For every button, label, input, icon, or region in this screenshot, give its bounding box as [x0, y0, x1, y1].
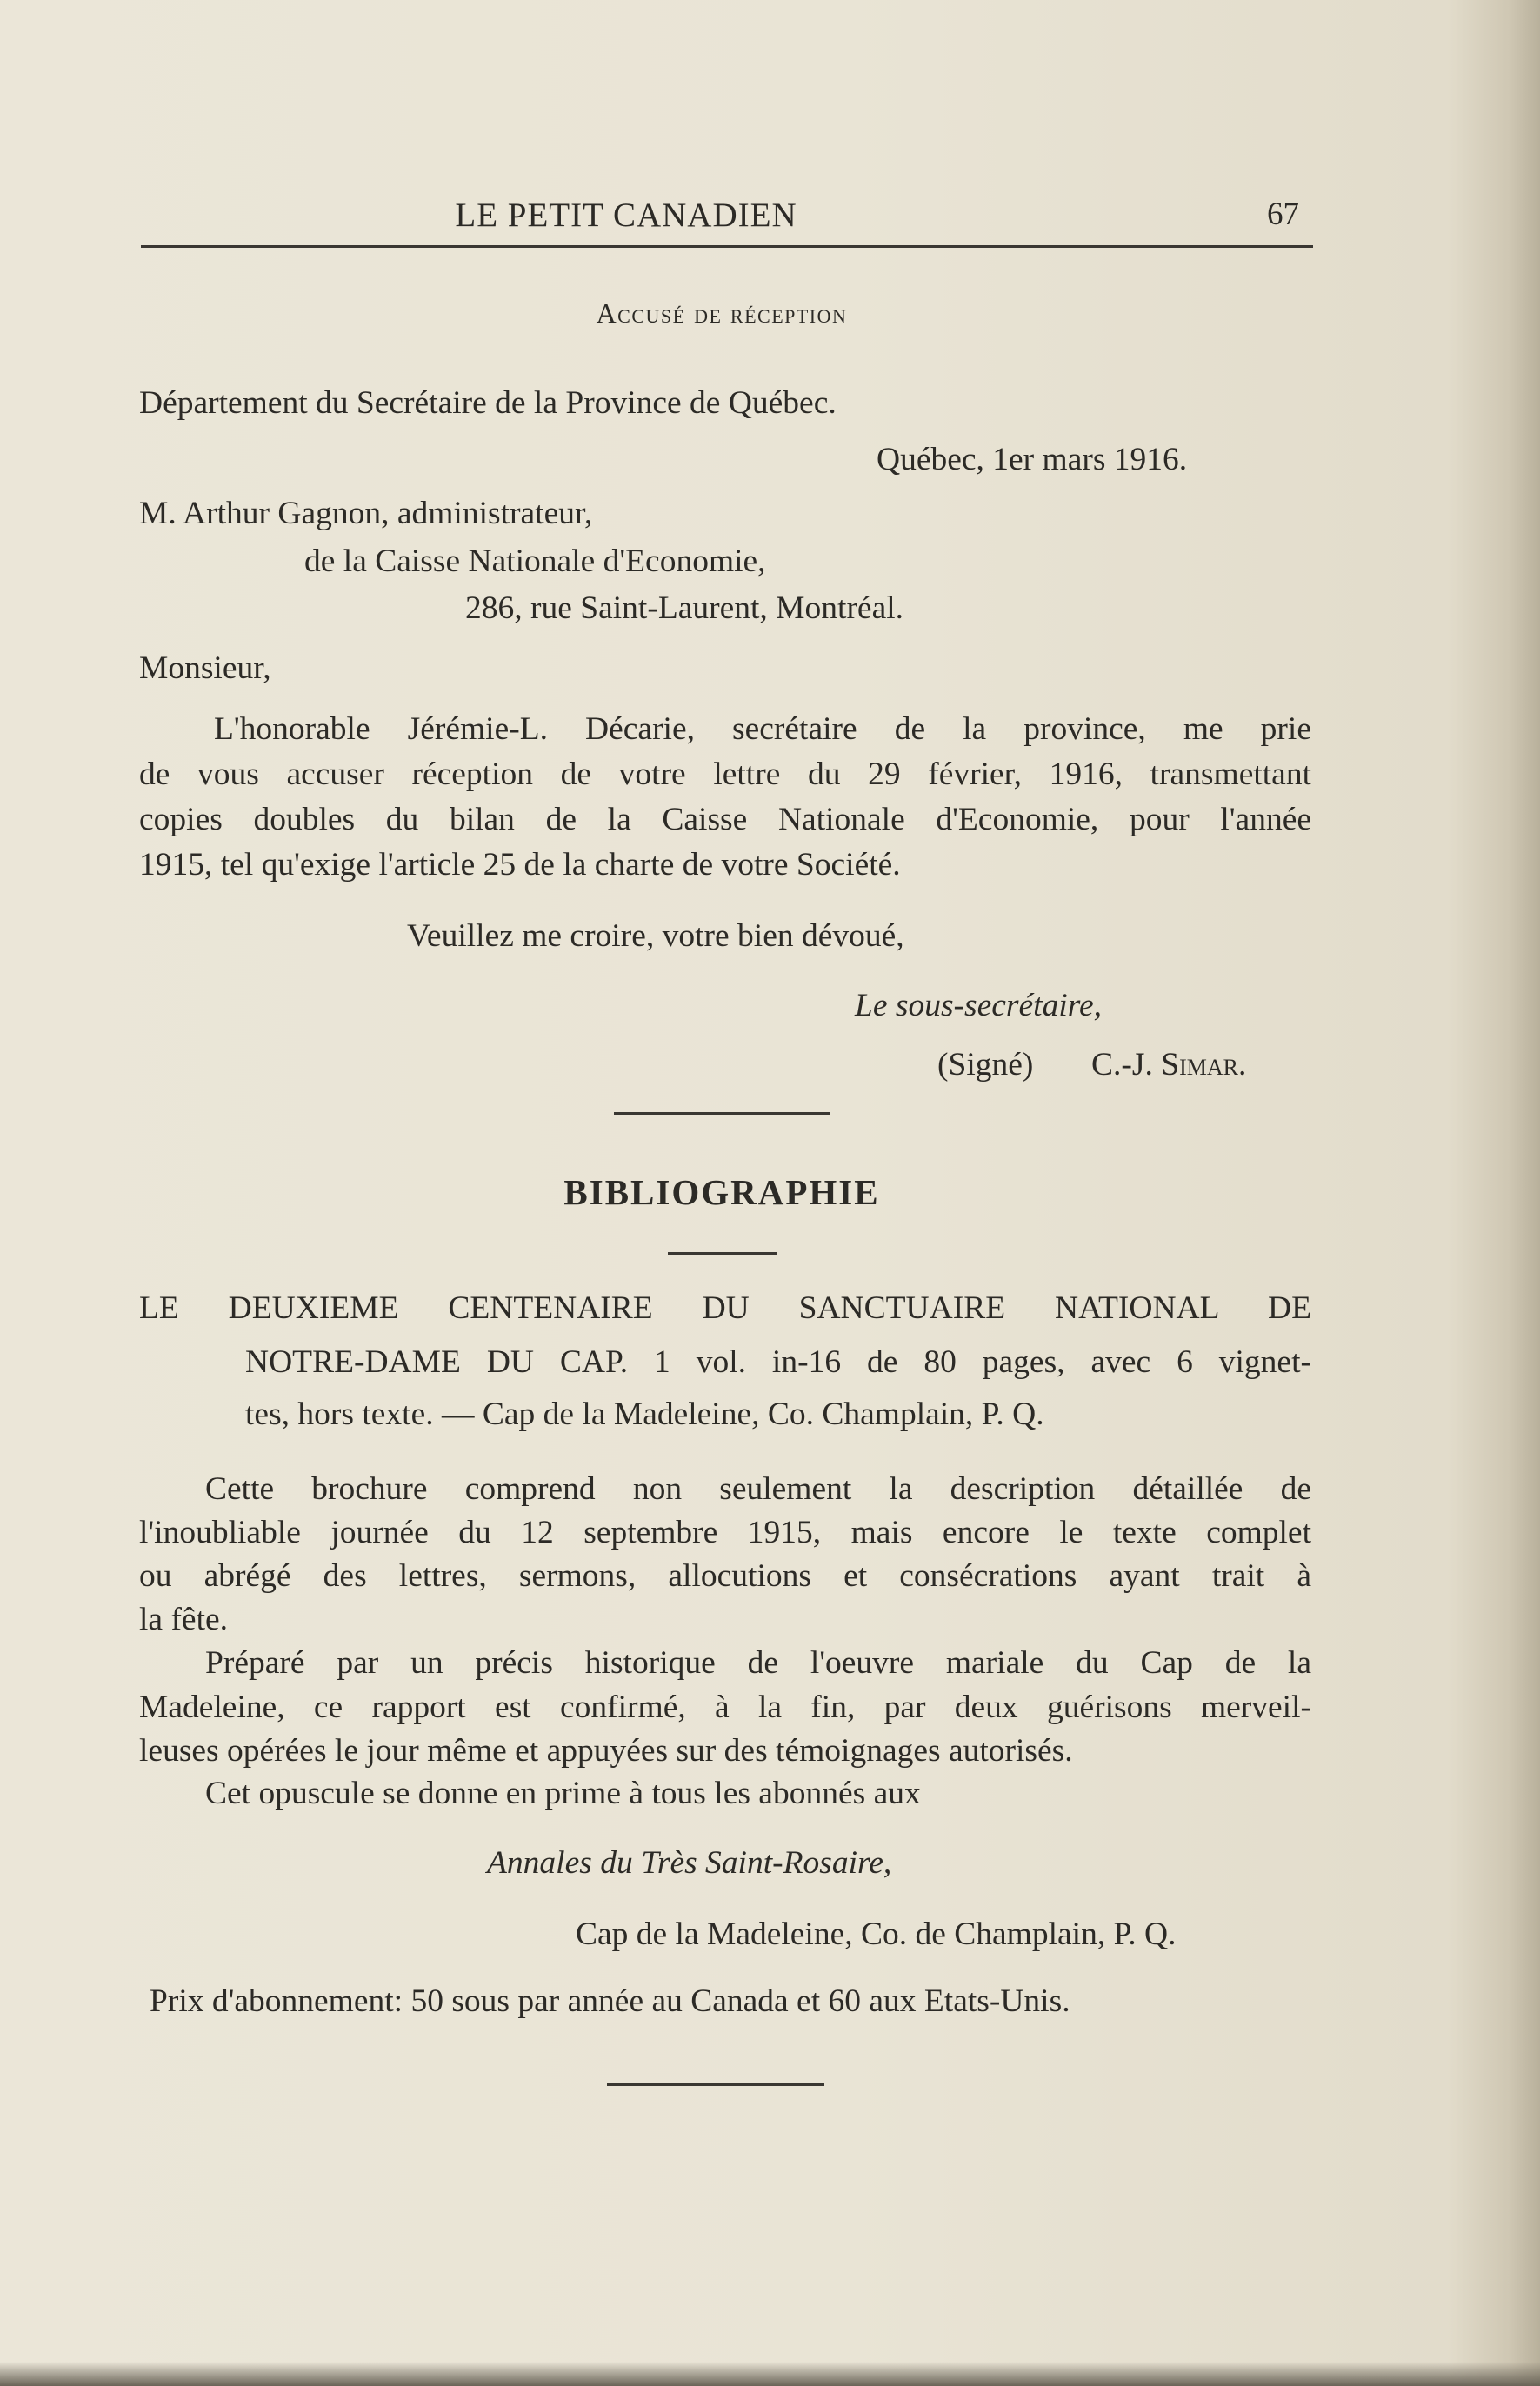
recipient-line-1: M. Arthur Gagnon, administrateur, [139, 496, 593, 531]
header-rule [141, 245, 1313, 248]
signed-label: (Signé) [937, 1047, 1034, 1083]
page-number: 67 [1267, 197, 1299, 232]
letter-body-line: copies doubles du bilan de la Caisse Nationale d'Economie, pour l'année [139, 802, 1311, 837]
bibliography-entry-line: LE DEUXIEME CENTENAIRE DU SANCTUAIRE NATIONAL DE [139, 1290, 1311, 1326]
annales-title: Annales du Très Saint-Rosaire, [487, 1845, 892, 1881]
bibliography-entry-line: tes, hors texte. — Cap de la Madeleine, Co. Champlain, P. Q. [245, 1396, 1044, 1432]
paragraph-line: la fête. [139, 1602, 229, 1637]
department-line: Département du Secrétaire de la Province de Québec. [139, 385, 837, 421]
salutation: Monsieur, [139, 650, 271, 686]
paragraph-line: Madeleine, ce rapport est confirmé, à la fin, par deux guérisons merveil- [139, 1690, 1311, 1725]
paragraph-line: Cette brochure comprend non seulement la description détaillée de [205, 1471, 1311, 1507]
paragraph-line: leuses opérées le jour même et appuyées sur des témoignages autorisés. [139, 1733, 1073, 1769]
bibliography-entry-line: NOTRE-DAME DU CAP. 1 vol. in-16 de 80 pages, avec 6 vignet- [245, 1344, 1311, 1380]
recipient-line-3: 286, rue Saint-Laurent, Montréal. [465, 590, 904, 626]
paragraph-line: Préparé par un précis historique de l'oeuvre mariale du Cap de la [205, 1645, 1311, 1681]
annales-address: Cap de la Madeleine, Co. de Champlain, P. Q. [576, 1916, 1177, 1952]
section-divider [614, 1112, 830, 1115]
letter-body-line: 1915, tel qu'exige l'article 25 de la charte de votre Société. [139, 847, 901, 883]
paragraph-line: l'inoubliable journée du 12 septembre 1915, mais encore le texte complet [139, 1515, 1311, 1550]
paragraph-line: ou abrégé des lettres, sermons, allocutions et consécrations ayant trait à [139, 1558, 1311, 1594]
signer-title: Le sous-secrétaire, [855, 988, 1102, 1023]
letter-closing: Veuillez me croire, votre bien dévoué, [407, 918, 904, 954]
letter-body-line: de vous accuser réception de votre lettre du 29 février, 1916, transmettant [139, 756, 1311, 792]
subscription-price: Prix d'abonnement: 50 sous par année au Canada et 60 aux Etats-Unis. [150, 1983, 1070, 2019]
end-divider [607, 2083, 824, 2086]
paragraph-line: Cet opuscule se donne en prime à tous les abonnés aux [205, 1776, 921, 1811]
running-header-title: LE PETIT CANADIEN [455, 197, 797, 234]
section-heading-bibliographie: BIBLIOGRAPHIE [563, 1172, 880, 1212]
section-heading-accuse: Accusé de réception [596, 297, 848, 329]
letter-body-line: L'honorable Jérémie-L. Décarie, secrétaire de la province, me prie [214, 711, 1311, 747]
letter-date: Québec, 1er mars 1916. [877, 442, 1188, 477]
heading-underline [668, 1252, 777, 1255]
signer-name: C.-J. Simar. [1091, 1047, 1247, 1083]
recipient-line-2: de la Caisse Nationale d'Economie, [304, 543, 766, 579]
